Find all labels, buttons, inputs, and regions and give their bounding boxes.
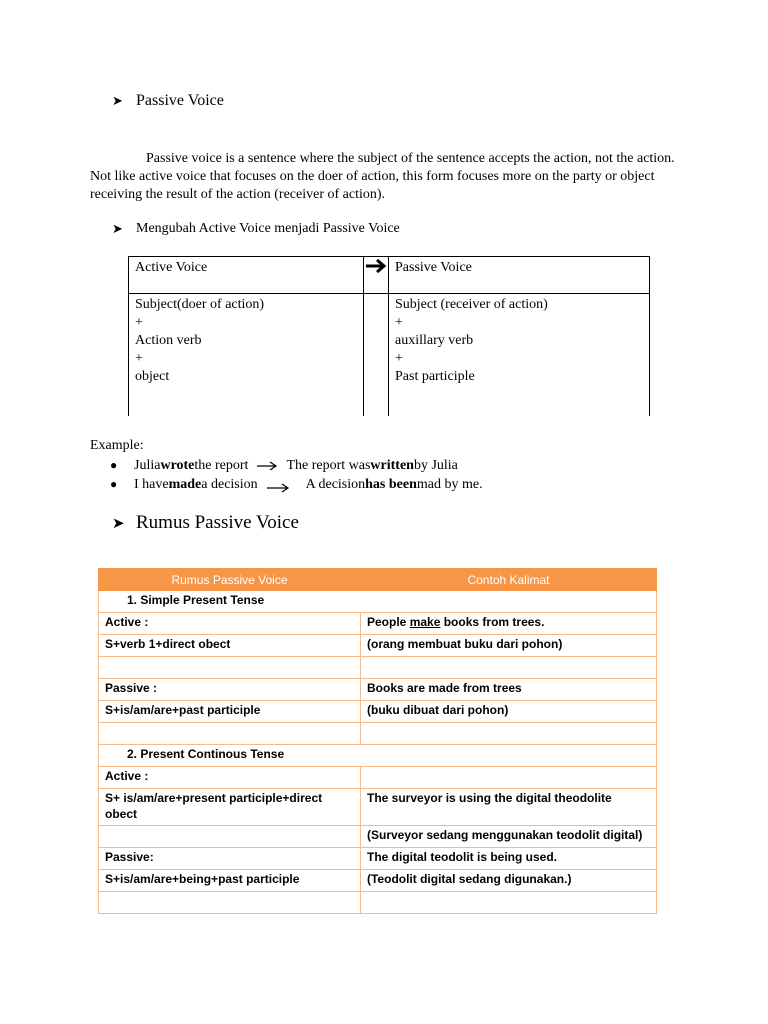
structure-line: Past participle bbox=[395, 369, 475, 384]
passive-voice-heading bbox=[112, 92, 224, 110]
passive-voice-header: Passive Voice bbox=[389, 257, 650, 294]
table-row bbox=[99, 657, 657, 679]
definition-paragraph bbox=[90, 150, 690, 204]
structure-line: auxillary verb bbox=[395, 333, 474, 348]
arrowhead-bullet-icon: ➤ bbox=[112, 515, 125, 532]
active-voice-structure bbox=[129, 294, 364, 417]
right-arrow-icon bbox=[256, 461, 278, 471]
table-row bbox=[99, 723, 657, 745]
active-voice-header: Active Voice bbox=[129, 257, 364, 294]
right-arrow-icon bbox=[364, 257, 388, 275]
column-header-contoh: Contoh Kalimat bbox=[361, 569, 657, 591]
bullet-icon: ● bbox=[110, 477, 118, 491]
structure-line: Subject (receiver of action) bbox=[395, 297, 548, 312]
rumus-heading bbox=[112, 512, 299, 534]
column-header-rumus: Rumus Passive Voice bbox=[99, 569, 361, 591]
structure-line: + bbox=[135, 351, 143, 366]
table-row bbox=[99, 591, 657, 613]
heading-text: Passive Voice bbox=[136, 92, 224, 109]
table-row: Active : People make books from trees. bbox=[99, 613, 657, 635]
structure-line: + bbox=[395, 315, 403, 330]
table-row: S+ is/am/are+present participle+direct obect The surveyor is using the digital theodolite bbox=[99, 789, 657, 826]
passive-voice-structure bbox=[389, 294, 650, 417]
table-row bbox=[99, 892, 657, 914]
table-row: Active : bbox=[99, 767, 657, 789]
conversion-arrow-cell bbox=[364, 257, 389, 294]
right-arrow-icon bbox=[266, 482, 290, 494]
table-row: S+verb 1+direct obect (orang membuat buku dari pohon) bbox=[99, 635, 657, 657]
arrowhead-bullet-icon: ➤ bbox=[112, 221, 123, 236]
paragraph-text: Passive voice is a sentence where the subject of the sentence accepts the action, not the action. Not like active voice that focuses on the doer of action, this form focuses more on the party or object receiving the result of the action (receiver of action). bbox=[90, 151, 675, 202]
table-row: Passive: The digital teodolit is being used. bbox=[99, 848, 657, 870]
table-row: S+is/am/are+being+past participle (Teodolit digital sedang digunakan.) bbox=[99, 870, 657, 892]
tense-title: 2. Present Continous Tense bbox=[99, 745, 657, 767]
example-label: Example: bbox=[90, 438, 144, 453]
heading-text: Rumus Passive Voice bbox=[136, 512, 299, 533]
example-item: ● I have made a decision A decision has been mad by me. bbox=[110, 477, 483, 492]
structure-line: Subject(doer of action) bbox=[135, 297, 265, 312]
example-list bbox=[110, 456, 483, 494]
structure-line: object bbox=[135, 369, 170, 384]
bullet-icon: ● bbox=[110, 458, 118, 472]
heading-text: Mengubah Active Voice menjadi Passive Voice bbox=[136, 221, 400, 236]
tense-title: 1. Simple Present Tense bbox=[99, 591, 657, 613]
arrowhead-bullet-icon: ➤ bbox=[112, 93, 123, 108]
table-row: S+is/am/are+past participle (buku dibuat dari pohon) bbox=[99, 701, 657, 723]
table-row: Passive : Books are made from trees bbox=[99, 679, 657, 701]
structure-line: Action verb bbox=[135, 333, 202, 348]
example-item: ● Julia wrote the report The report was written by Julia bbox=[110, 458, 458, 473]
structure-line: + bbox=[135, 315, 143, 330]
voice-conversion-table bbox=[128, 256, 650, 416]
table-row bbox=[99, 745, 657, 767]
structure-line: + bbox=[395, 351, 403, 366]
rumus-table bbox=[98, 568, 657, 914]
table-row: (Surveyor sedang menggunakan teodolit digital) bbox=[99, 826, 657, 848]
conversion-heading bbox=[112, 221, 400, 237]
